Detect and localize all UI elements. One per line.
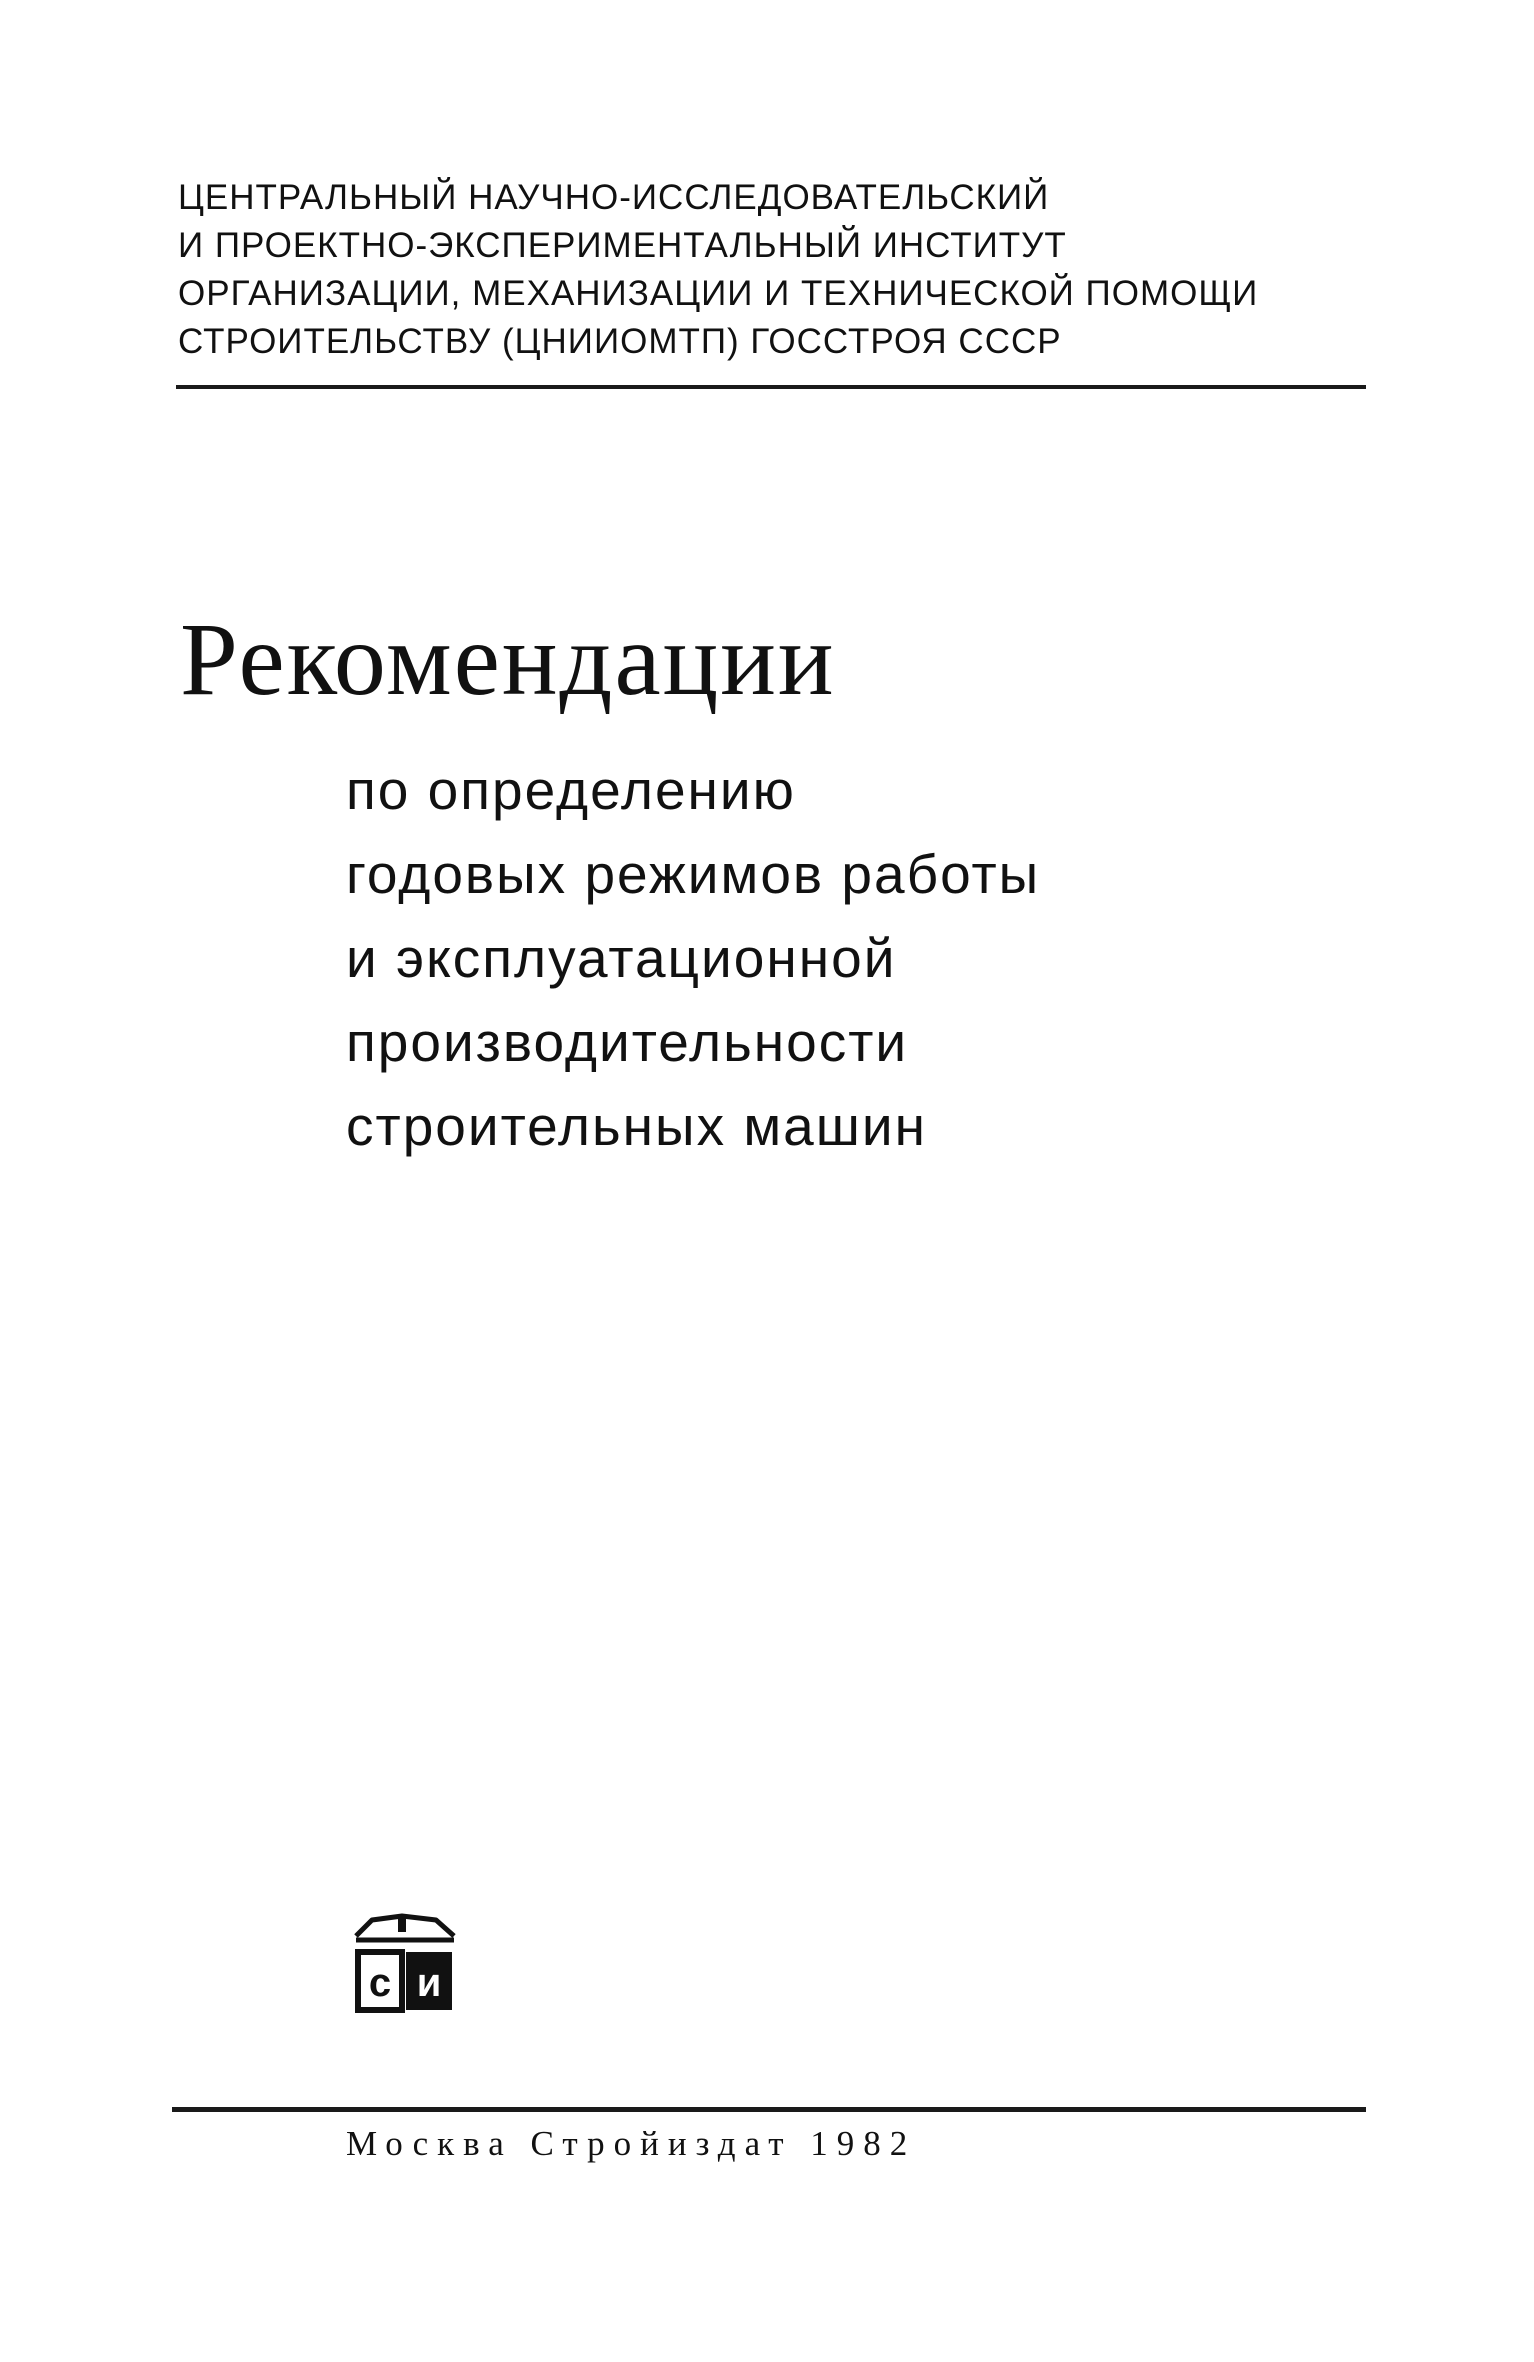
subtitle-line-1: по определению [346, 759, 796, 821]
subtitle-line-2: годовых режимов работы [346, 843, 1041, 905]
header-divider [176, 385, 1366, 389]
institution-line-2: И ПРОЕКТНО-ЭКСПЕРИМЕНТАЛЬНЫЙ ИНСТИТУТ [178, 226, 1067, 265]
document-subtitle [346, 748, 1040, 1168]
subtitle-line-5: строительных машин [346, 1095, 927, 1157]
institution-line-4: СТРОИТЕЛЬСТВУ (ЦНИИОМТП) ГОССТРОЯ СССР [178, 322, 1062, 361]
svg-text:с: с [368, 1961, 392, 2005]
svg-text:и: и [416, 1961, 442, 2005]
stroyizdat-logo-icon [350, 1908, 460, 2018]
institution-line-3: ОРГАНИЗАЦИИ, МЕХАНИЗАЦИИ И ТЕХНИЧЕСКОЙ ПОМОЩИ [178, 274, 1259, 313]
subtitle-line-3: и эксплуатационной [346, 927, 897, 989]
institution-header [178, 174, 1378, 366]
publisher-imprint: Москва Стройиздат 1982 [346, 2124, 917, 2163]
subtitle-line-4: производительности [346, 1011, 909, 1073]
institution-line-1: ЦЕНТРАЛЬНЫЙ НАУЧНО-ИССЛЕДОВАТЕЛЬСКИЙ [178, 178, 1050, 217]
document-title: Рекомендации [180, 602, 836, 717]
footer-divider [172, 2107, 1366, 2112]
